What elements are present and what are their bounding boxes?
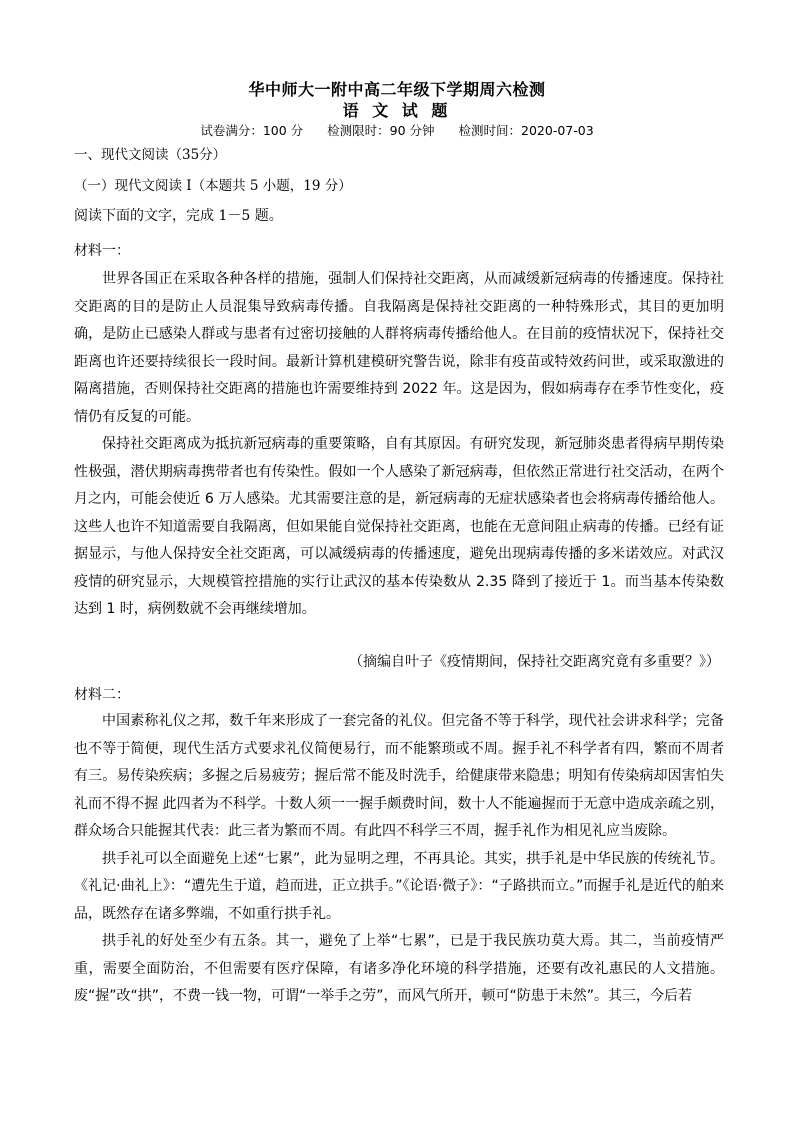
material-2-label: 材料二： xyxy=(74,687,130,703)
subject-title: 语 文 试 题 xyxy=(342,101,452,120)
material-1-label: 材料一： xyxy=(74,243,130,259)
material-2-paragraph: 拱手礼的好处至少有五条。其一，避免了上举“七累”，已是于我民族功莫大焉。其二，当前疫情严重，需要全面防治，不但需要有医疗保障，有诸多净化环境的科学措施，还要有改礼惠民的人文措施。废“握”改“拱”，不费一钱一物，可谓“一举手之劳”，而风气所开，顿可“防患于未然”。其三，今后若 xyxy=(74,933,724,1004)
material-1-body xyxy=(74,266,724,624)
instruction: 阅读下面的文字，完成 1－5 题。 xyxy=(74,208,283,224)
material-1-paragraph: 保持社交距离成为抵抗新冠病毒的重要策略，自有其原因。有研究发现，新冠肺炎患者得病早期传染性极强，潜伏期病毒携带者也有传染性。假如一个人感染了新冠病毒，但依然正常进行社交活动，在两个月之内，可能会使近 6 万人感染。尤其需要注意的是，新冠病毒的无症状感染者也会将病毒传播给他人。这些人也许不知道需要自我隔离，但如果能自觉保持社交距离，也能在无意间阻止病毒的传播。已经有证据显示，与他人保持安全社交距离，可以减缓病毒的传播速度，避免出现病毒传播的多米诺效应。对武汉疫情的研究显示，大规模管控措施的实行让武汉的基本传染数从 2.35 降到了接近于 1。而当基本传染数达到 1 时，病例数就不会再继续增加。 xyxy=(74,436,724,617)
exam-info xyxy=(0,121,794,139)
material-2-body xyxy=(74,708,724,1011)
time-limit: 检测限时：90 分钟 xyxy=(327,123,435,138)
full-score: 试卷满分：100 分 xyxy=(200,123,304,138)
section-heading: 一、现代文阅读（35分） xyxy=(74,147,227,163)
material-2-paragraph: 中国素称礼仪之邦，数千年来形成了一套完备的礼仪。但完备不等于科学，现代社会讲求科学；完备也不等于简便，现代生活方式要求礼仪简便易行，而不能繁琐或不周。握手礼不科学者有四，繁而不周者有三。易传染疾病；多握之后易疲劳；握后常不能及时洗手，给健康带来隐患；明知有传染病却因害怕失礼而不得不握 此四者为不科学。十数人须一一握手颇费时间，数十人不能遍握而于无意中造成亲疏之别，群众场合只能握其代表：此三者为繁而不周。有此四不科学三不周，握手礼作为相见礼应当废除。 xyxy=(74,713,724,839)
material-2-paragraph: 拱手礼可以全面避免上述“七累”，此为显明之理，不再具论。其实，拱手礼是中华民族的传统礼节。《礼记·曲礼上》：“遭先生于道，趋而进，正立拱手。”《论语·微子》：“子路拱而立。”而握手礼是近代的舶来品，既然存在诸多弊端，不如重行拱手礼。 xyxy=(74,850,724,922)
test-date: 检测时间：2020-07-03 xyxy=(458,123,594,138)
material-1-paragraph: 世界各国正在采取各种各样的措施，强制人们保持社交距离，从而减缓新冠病毒的传播速度。保持社交距离的目的是防止人员混集导致病毒传播。自我隔离是保持社交距离的一种特殊形式，其目的更加明确，是防止已感染人群或与患者有过密切接触的人群将病毒传播给他人。在目前的疫情状况下，保持社交距离也许还要持续很长一段时间。最新计算机建模研究警告说，除非有疫苗或特效药问世，或采取激进的隔离措施，否则保持社交距离的措施也许需要维持到 2022 年。这是因为，假如病毒存在季节性变化，疫情仍有反复的可能。 xyxy=(74,271,724,425)
material-1-source: （摘编自叶子《疫情期间，保持社交距离究竟有多重要？》） xyxy=(349,654,720,670)
sub-section-heading: （一）现代文阅读 I（本题共 5 小题，19 分） xyxy=(74,178,352,194)
school-title: 华中师大一附中高二年级下学期周六检测 xyxy=(248,80,546,99)
